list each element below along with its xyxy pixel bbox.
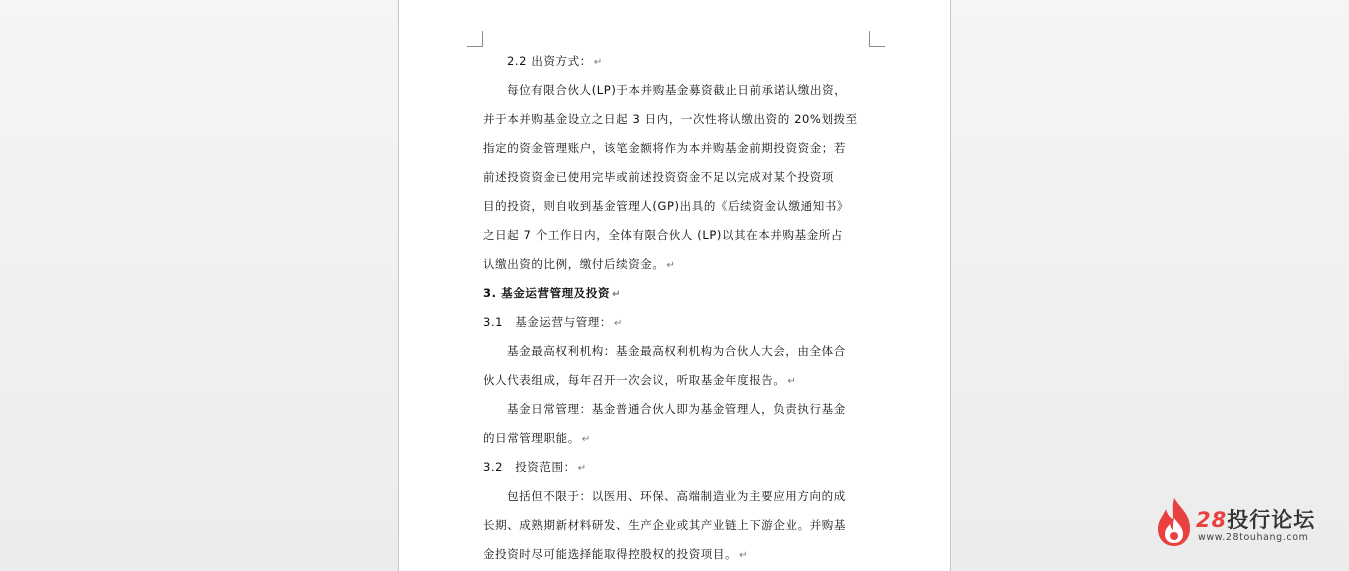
document-page[interactable] xyxy=(398,0,951,571)
margin-corner-top-left xyxy=(467,31,483,47)
line-text: 基金最高权利机构：基金最高权利机构为合伙人大会，由全体合 xyxy=(507,344,846,358)
paragraph-mark-icon: ↵ xyxy=(739,550,749,561)
watermark-url: www.28touhang.com xyxy=(1198,532,1309,543)
line-text: 的日常管理职能。 xyxy=(483,431,580,445)
line-text: 长期、成熟期新材料研发、生产企业或其产业链上下游企业。并购基 xyxy=(483,518,846,532)
paragraph-mark-icon: ↵ xyxy=(612,289,622,300)
section-heading xyxy=(483,279,869,308)
line-text: 包括但不限于：以医用、环保、高端制造业为主要应用方向的成 xyxy=(507,489,846,503)
paragraph-mark-icon: ↵ xyxy=(593,57,603,68)
paragraph-mark-icon: ↵ xyxy=(666,260,676,271)
text-line xyxy=(483,366,869,395)
paragraph-mark-icon: ↵ xyxy=(577,463,587,474)
line-text: 之日起 7 个工作日内，全体有限合伙人 (LP)以其在本并购基金所占 xyxy=(483,228,843,242)
line-text: 目的投资，则自收到基金管理人(GP)出具的《后续资金认缴通知书》 xyxy=(483,199,850,213)
line-text: 认缴出资的比例，缴付后续资金。 xyxy=(483,257,665,271)
text-line xyxy=(483,540,869,569)
text-line xyxy=(483,105,869,134)
paragraph-mark-icon: ↵ xyxy=(787,376,797,387)
paragraph-mark-icon: ↵ xyxy=(581,434,591,445)
line-text: 每位有限合伙人(LP)于本并购基金募资截止日前承诺认缴出资， xyxy=(507,83,847,97)
text-line xyxy=(483,47,869,76)
text-line xyxy=(483,395,869,424)
flame-icon xyxy=(1154,496,1194,548)
line-text: 前述投资资金已使用完毕或前述投资资金不足以完成对某个投资项 xyxy=(483,170,834,184)
line-text: 金投资时尽可能选择能取得控股权的投资项目。 xyxy=(483,547,738,561)
line-text: 3.2 投资范围： xyxy=(483,460,576,474)
text-line xyxy=(483,192,869,221)
text-line xyxy=(483,134,869,163)
line-text: 3.1 基金运营与管理： xyxy=(483,315,612,329)
text-line xyxy=(483,308,869,337)
document-body[interactable] xyxy=(483,47,869,569)
line-text: 伙人代表组成，每年召开一次会议，听取基金年度报告。 xyxy=(483,373,786,387)
line-text: 2.2 出资方式： xyxy=(507,54,592,68)
text-line xyxy=(483,482,869,511)
line-text: 3. 基金运营管理及投资 xyxy=(483,286,611,300)
text-line xyxy=(483,453,869,482)
margin-corner-top-right xyxy=(869,31,885,47)
text-line xyxy=(483,163,869,192)
watermark-title xyxy=(1196,504,1315,534)
text-line xyxy=(483,337,869,366)
watermark-name: 投行论坛 xyxy=(1227,508,1316,532)
watermark-number: 28 xyxy=(1196,508,1228,532)
text-line xyxy=(483,511,869,540)
line-text: 基金日常管理：基金普通合伙人即为基金管理人，负责执行基金 xyxy=(507,402,846,416)
paragraph-mark-icon: ↵ xyxy=(614,318,623,329)
text-line xyxy=(483,250,869,279)
text-line xyxy=(483,221,869,250)
line-text: 指定的资金管理账户，该笔金额将作为本并购基金前期投资资金；若 xyxy=(483,141,846,155)
watermark-logo xyxy=(1154,494,1329,550)
text-line xyxy=(483,76,869,105)
line-text: 并于本并购基金设立之日起 3 日内，一次性将认缴出资的 20%划拨至 xyxy=(483,112,858,126)
text-line xyxy=(483,424,869,453)
